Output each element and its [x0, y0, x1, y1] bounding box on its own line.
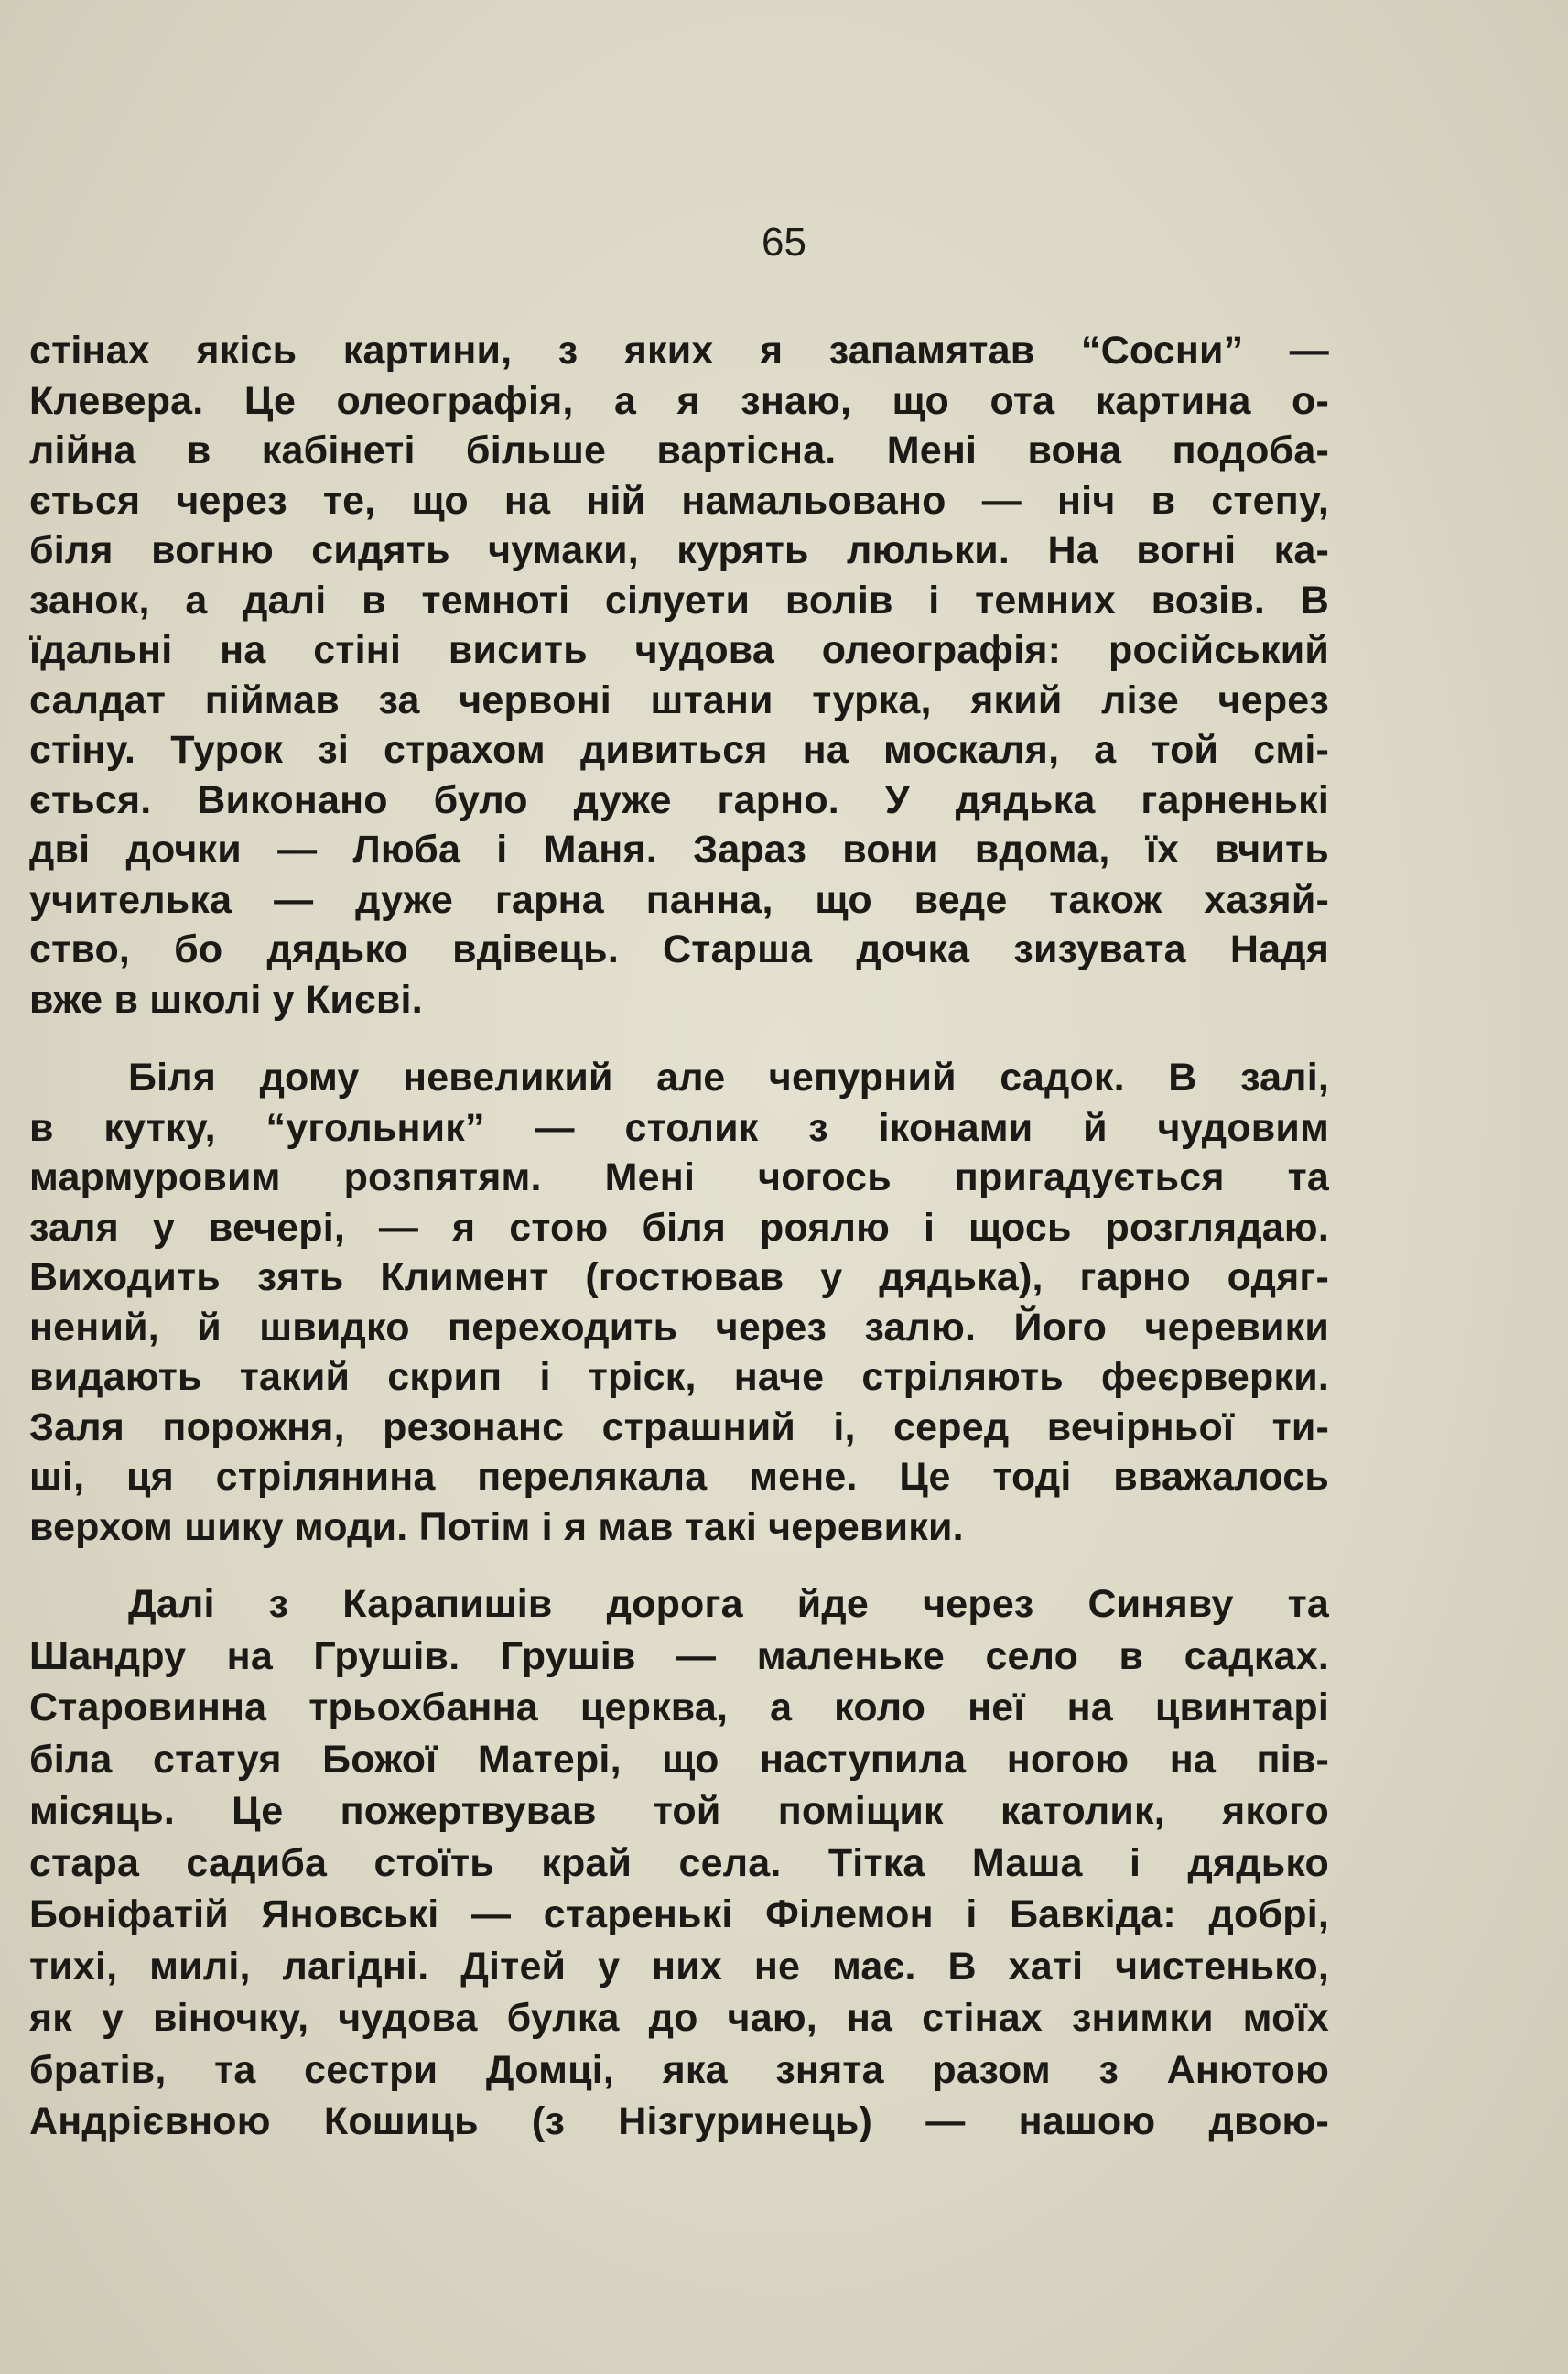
text-line: в кутку, “угольник” — столик з іконами й чудовим: [29, 1105, 1329, 1150]
text-line: Біля дому невеликий але чепурний садок. В залі,: [128, 1056, 1329, 1100]
text-line: Старовинна трьохбанна церква, а коло неї на цвинтарі: [29, 1686, 1329, 1729]
text-line: ється. Виконано було дуже гарно. У дядька гарненькі: [29, 777, 1329, 822]
text-line: їдальні на стіні висить чудова олеографія: російський: [29, 628, 1329, 672]
text-line: Виходить зять Климент (гостював у дядька), гарно одяг-: [29, 1255, 1329, 1299]
text-line: стіну. Турок зі страхом дивиться на москаля, а той смі-: [29, 728, 1329, 772]
text-line: місяць. Це пожертвував той поміщик католик, якого: [29, 1789, 1329, 1833]
text-line: ші, ця стрілянина перелякала мене. Це тоді вважалось: [29, 1455, 1329, 1499]
text-line: лійна в кабінеті більше вартісна. Мені вона подоба-: [29, 428, 1329, 472]
text-line: салдат піймав за червоні штани турка, який лізе через: [29, 678, 1329, 722]
text-line: мармуровим розпятям. Мені чогось пригадується та: [29, 1155, 1329, 1199]
text-line: як у віночку, чудова булка до чаю, на стінах знимки моїх: [29, 1996, 1329, 2040]
page-number: 65: [762, 220, 806, 265]
text-line: верхом шику моди. Потім і я мав такі черевики.: [29, 1504, 964, 1549]
text-line: учителька — дуже гарна панна, що веде також хазяй-: [29, 877, 1329, 922]
text-line: ється через те, що на ній намальовано — ніч в степу,: [29, 478, 1329, 523]
text-line: видають такий скрип і тріск, наче стріляють феєрверки.: [29, 1355, 1329, 1399]
text-line: стінах якісь картини, з яких я запамятав “Сосни” —: [29, 329, 1329, 373]
text-line: Боніфатій Яновські — старенькі Філемон і Бавкіда: добрі,: [29, 1892, 1329, 1936]
text-line: стара садиба стоїть край села. Тітка Маша і дядько: [29, 1840, 1329, 1885]
text-line: дві дочки — Люба і Маня. Зараз вони вдома, їх вчить: [29, 828, 1329, 872]
text-line: заля у вечері, — я стою біля роялю і щось розглядаю.: [29, 1205, 1329, 1250]
paragraph-2: [29, 1053, 1329, 1552]
text-line: Шандру на Грушів. Грушів — маленьке село в садках.: [29, 1633, 1329, 1678]
text-line: братів, та сестри Домці, яка знята разом з Анютою: [29, 2047, 1329, 2092]
text-line: біля вогню сидять чумаки, курять люльки. На вогні ка-: [29, 528, 1329, 572]
text-line: вже в школі у Києві.: [29, 977, 423, 1022]
text-line: біла статуя Божої Матері, що наступила ногою на пів-: [29, 1737, 1329, 1782]
paragraph-1: [29, 326, 1329, 1024]
paragraph-3: [29, 1578, 1329, 2148]
text-line: тихі, милі, лагідні. Дітей у них не має. В хаті чистенько,: [29, 1944, 1329, 1989]
text-line: нений, й швидко переходить через залю. Його черевики: [29, 1305, 1329, 1350]
text-line: занок, а далі в темноті сілуети волів і темних возів. В: [29, 578, 1329, 623]
text-line: ство, бо дядько вдівець. Старша дочка зизувата Надя: [29, 927, 1329, 971]
text-line: Далі з Карапишів дорога йде через Синяву та: [128, 1582, 1329, 1626]
text-line: Андрієвною Кошиць (з Нізгуринець) — нашою двою-: [29, 2099, 1329, 2143]
text-line: Заля порожня, резонанс страшний і, серед вечірньої ти-: [29, 1404, 1329, 1449]
text-line: Клевера. Це олеографія, а я знаю, що ота картина о-: [29, 378, 1329, 423]
